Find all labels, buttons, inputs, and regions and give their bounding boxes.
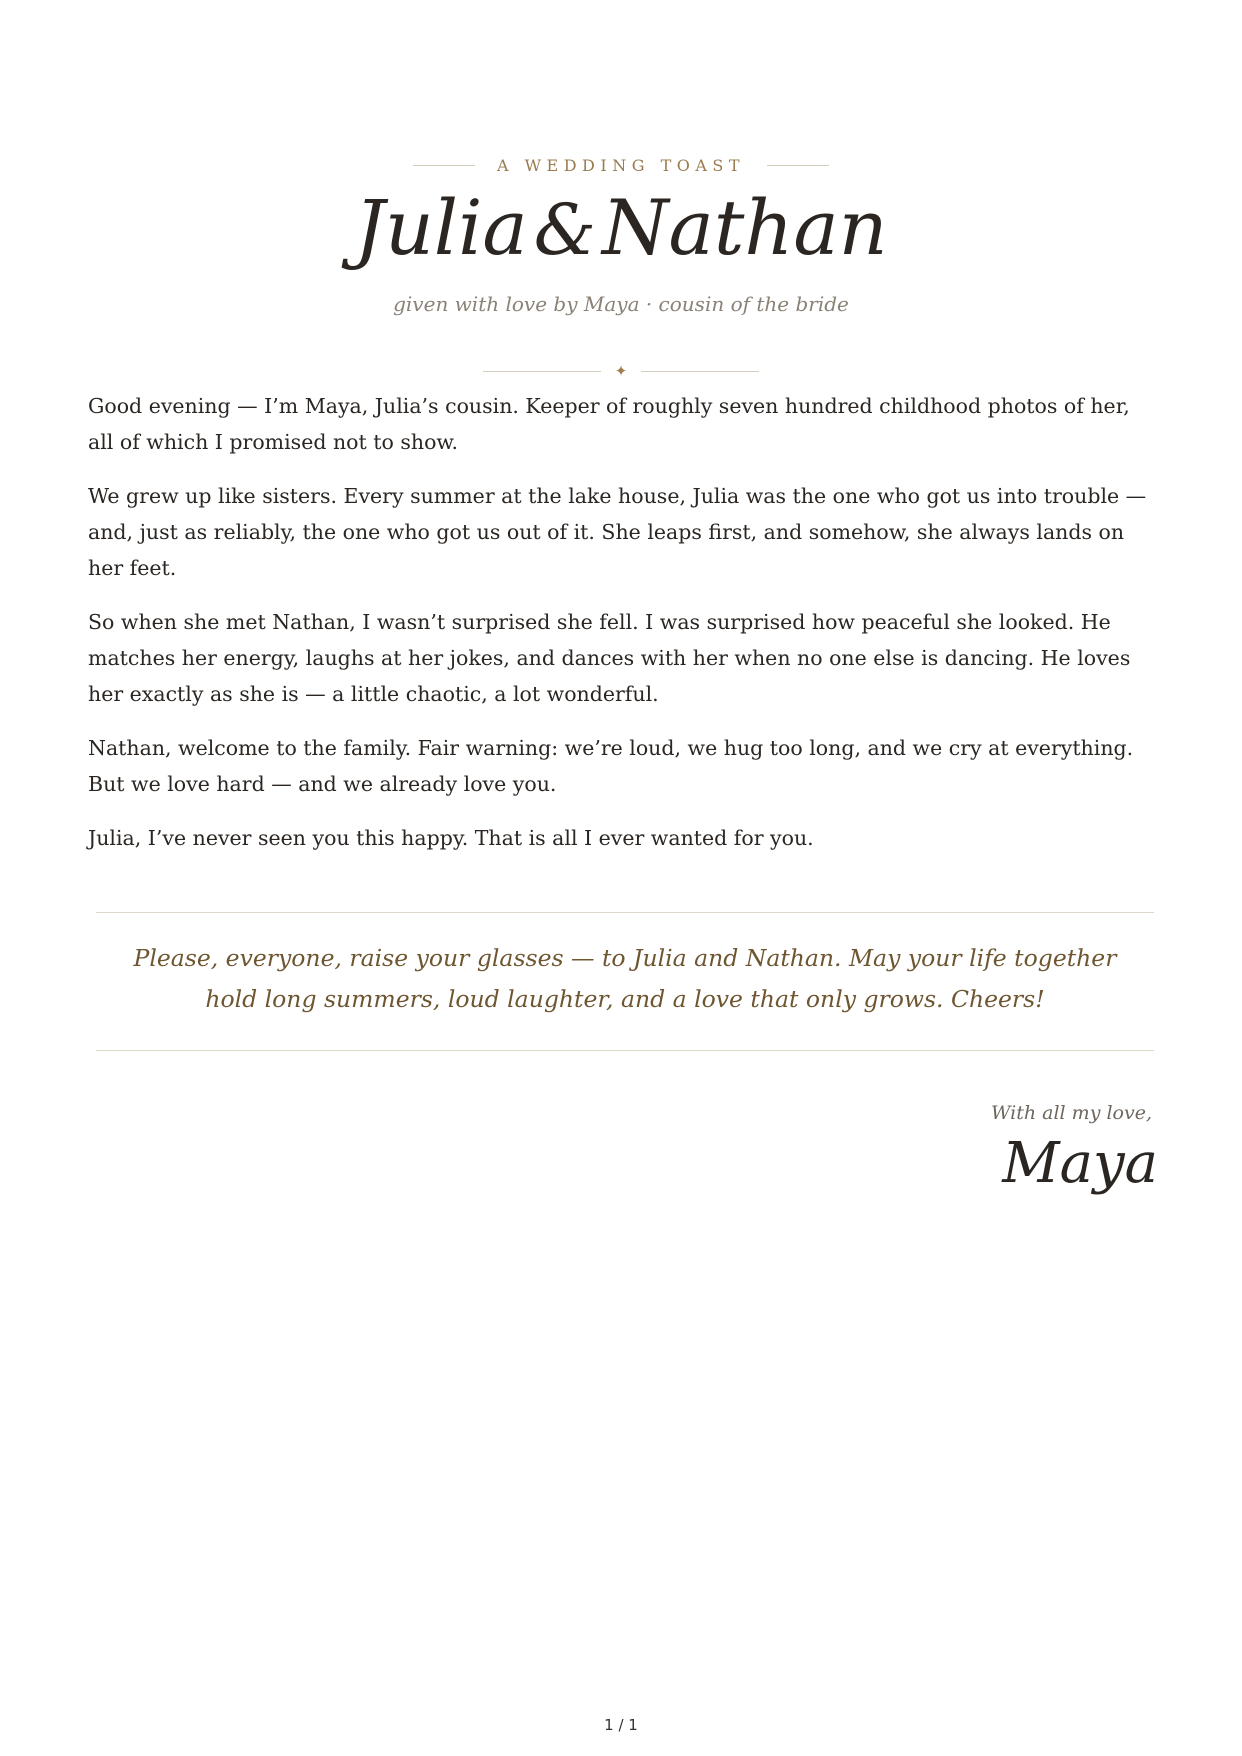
ampersand: & bbox=[533, 189, 597, 271]
eyebrow-rule-left bbox=[413, 165, 475, 166]
page-number: 1 / 1 bbox=[604, 1716, 638, 1734]
signature: Maya bbox=[1002, 1131, 1158, 1196]
groom-name: Nathan bbox=[602, 183, 888, 272]
byline: given with love by Maya · cousin of the bride bbox=[393, 292, 849, 316]
paragraph-nathan: So when she met Nathan, I wasn’t surprised she fell. I was surprised how peaceful she looked. He matches her energy, laughs at her jokes, and dances with her when no one else is dancing. He loves her exactly as she is — a little chaotic, a lot wonderful. bbox=[88, 610, 1131, 706]
star-ornament-icon: ✦ bbox=[614, 362, 628, 380]
paragraph-childhood: We grew up like sisters. Every summer at the lake house, Julia was the one who got us into trouble — and, just as reliably, the one who got us out of it. She leaps first, and somehow, she always lands on her feet. bbox=[88, 484, 1147, 580]
ornament-rule-right bbox=[641, 371, 759, 372]
bride-name: Julia bbox=[354, 183, 528, 272]
paragraph-intro: Good evening — I’m Maya, Julia’s cousin. Keeper of roughly seven hundred childhood photos of her, all of which I promised not to show. bbox=[88, 394, 1130, 454]
ornament-divider bbox=[0, 361, 1242, 381]
toast-line-1: Please, everyone, raise your glasses — to Julia and Nathan. May your life together bbox=[133, 944, 1117, 972]
toast-line-2: hold long summers, loud laughter, and a love that only grows. Cheers! bbox=[205, 985, 1045, 1013]
eyebrow-rule-right bbox=[767, 165, 829, 166]
closing-line: With all my love, bbox=[990, 1102, 1152, 1124]
toast-rule-top bbox=[96, 912, 1154, 913]
ornament-rule-left bbox=[483, 371, 601, 372]
paragraph-julia: Julia, I’ve never seen you this happy. That is all I ever wanted for you. bbox=[88, 826, 814, 850]
raise-glasses-toast bbox=[130, 938, 1120, 1020]
paragraph-welcome: Nathan, welcome to the family. Fair warning: we’re loud, we hug too long, and we cry at everything. But we love hard — and we already love you. bbox=[88, 736, 1134, 796]
toast-body bbox=[88, 388, 1158, 874]
eyebrow-row bbox=[0, 156, 1242, 175]
couple-names-title bbox=[0, 178, 1242, 280]
toast-rule-bottom bbox=[96, 1050, 1154, 1051]
eyebrow-label: A WEDDING TOAST bbox=[496, 156, 746, 175]
